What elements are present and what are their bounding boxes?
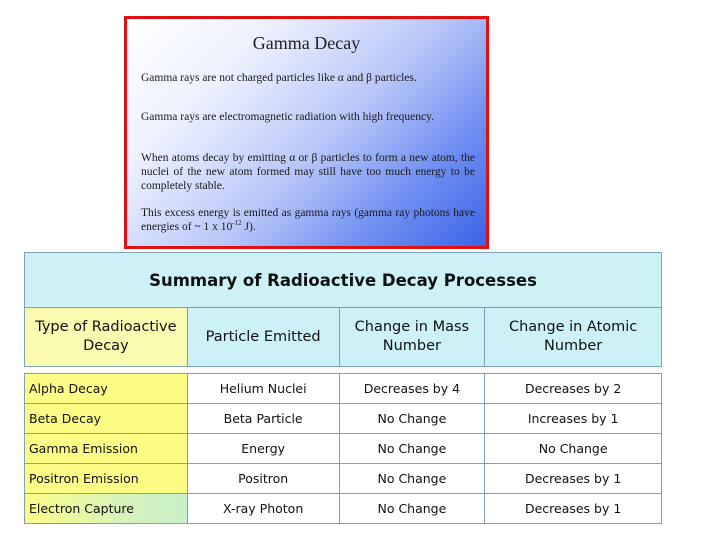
row-mass: No Change — [339, 494, 485, 524]
row-type: Positron Emission — [25, 464, 188, 494]
gamma-paragraph-radiation: Gamma rays are electromagnetic radiation with high frequency. — [141, 111, 435, 123]
row-mass: No Change — [339, 404, 485, 434]
summary-header-row — [25, 308, 662, 367]
gamma-energy-text: This excess energy is emitted as gamma rays (gamma ray photons have energies of ~ 1 x 10 — [141, 207, 475, 233]
row-particle: Helium Nuclei — [187, 374, 339, 404]
table-row — [25, 464, 662, 494]
header-spacer-cell — [25, 367, 662, 374]
gamma-decay-title: Gamma Decay — [252, 33, 361, 53]
row-particle: X-ray Photon — [187, 494, 339, 524]
table-row — [25, 374, 662, 404]
gamma-paragraph-energy — [141, 206, 475, 234]
row-mass: No Change — [339, 434, 485, 464]
gamma-energy-unit: J). — [241, 221, 256, 233]
summary-title: Summary of Radioactive Decay Processes — [25, 253, 662, 308]
row-atomic: Decreases by 1 — [485, 464, 662, 494]
row-type: Electron Capture — [25, 494, 188, 524]
row-mass: Decreases by 4 — [339, 374, 485, 404]
row-atomic: Decreases by 1 — [485, 494, 662, 524]
row-type: Beta Decay — [25, 404, 188, 434]
row-particle: Positron — [187, 464, 339, 494]
table-row — [25, 434, 662, 464]
header-atomic-change: Change in Atomic Number — [485, 308, 662, 367]
header-spacer — [25, 367, 662, 374]
decay-summary-table — [24, 252, 662, 524]
header-particle: Particle Emitted — [187, 308, 339, 367]
gamma-energy-exponent: -12 — [232, 219, 242, 228]
header-mass-change: Change in Mass Number — [339, 308, 485, 367]
row-atomic: Decreases by 2 — [485, 374, 662, 404]
gamma-decay-panel — [124, 16, 489, 249]
table-row — [25, 404, 662, 434]
row-atomic: No Change — [485, 434, 662, 464]
row-type: Alpha Decay — [25, 374, 188, 404]
gamma-paragraph-stability: When atoms decay by emitting α or β particles to form a new atom, the nuclei of the new atom formed may still have too much energy to be completely stable. — [141, 152, 475, 192]
row-particle: Energy — [187, 434, 339, 464]
table-row — [25, 494, 662, 524]
row-mass: No Change — [339, 464, 485, 494]
gamma-paragraph-charge: Gamma rays are not charged particles like α and β particles. — [141, 72, 417, 84]
row-type: Gamma Emission — [25, 434, 188, 464]
header-type: Type of Radioactive Decay — [25, 308, 188, 367]
row-atomic: Increases by 1 — [485, 404, 662, 434]
row-particle: Beta Particle — [187, 404, 339, 434]
